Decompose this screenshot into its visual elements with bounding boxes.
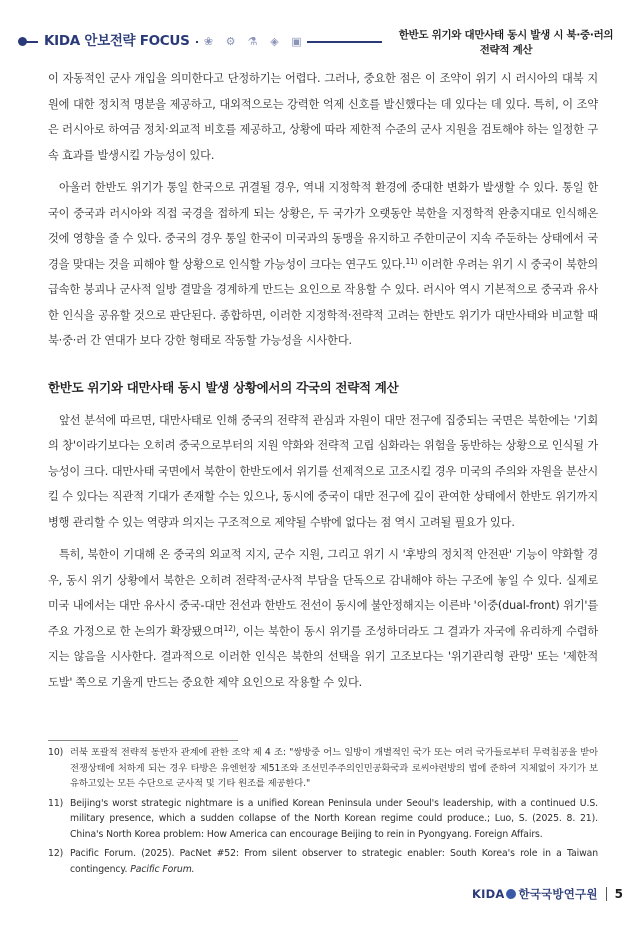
running-title <box>382 28 630 58</box>
footnote-number: 10) <box>48 747 64 758</box>
footnote-10 <box>48 745 598 792</box>
footnote-text-main: Pacific Forum. (2025). PacNet #52: From silent observer to strategic enabler: South Korea's role in a Taiwan contingency. <box>70 848 598 875</box>
paragraph-2-part-a: 아울러 한반도 위기가 통일 한국으로 귀결될 경우, 역내 지정학적 환경에 중대한 변화가 발생할 수 있다. 통일 한국이 중국과 러시아와 직접 국경을 접하게 되는 상황은, 두 국가가 오랫동안 북한을 지정학적 완충지대로 인식해온 것에 영향을 줄 수 있다. 중국의 경우 통일 한국이 미국과의 동맹을 유지하고 주한미군이 지속 주둔하는 상태에서 국경을 맞대는 것을 피해야 할 상황으로 인식할 가능성이 크다는 연구도 있다. <box>48 181 598 271</box>
footnote-text: 러북 포괄적 전략적 동반자 관계에 관한 조약 제 4 조: "쌍방중 어느 일방이 개별적인 국가 또는 여러 국가들로부터 무력침공을 받아 전쟁상태에 처하게 되는 경우 타방은 유엔헌장 제51조와 조선민주주의인민공화국과 로씨야련방의 법에 준하여 지체없이 자기가 보유하고있는 모든 수단으로 군사적 및 기타 원조를 제공한다." <box>70 747 598 789</box>
paragraph-4-part-b: , 이는 북한이 동시 위기를 조성하더라도 그 결과가 자국에 유리하게 수렴하지는 않음을 시사한다. 결과적으로 이러한 인식은 북한의 선택을 위기 고조보다는 '위기관리형 관망' 또는 '제한적 도발' 쪽으로 기울게 만드는 중요한 제약 요인으로 작용할 수 있다. <box>48 624 599 689</box>
footnote-12 <box>48 846 598 877</box>
section-heading: 한반도 위기와 대만사태 동시 발생 상황에서의 각국의 전략적 계산 <box>48 379 399 395</box>
header-dot-left <box>18 37 27 46</box>
footnote-text: Beijing's worst strategic nightmare is a unified Korean Peninsula under Seoul's leadership, with a continued U.S. military presence, which a sudden collapse of the North Korean regime could produce.; Luo, S. (2025. 8. 21). China's North Korea problem: How America can encourage Beijing to rein in Pyongyang. Foreign Affairs. <box>70 797 598 840</box>
footer-divider <box>606 887 607 901</box>
kida-logo <box>472 886 598 902</box>
paragraph-4-part-a: 특히, 북한이 기대해 온 중국의 외교적 지지, 군수 지원, 그리고 위기 시 '후방의 정치적 안전판' 기능이 약화할 경우, 동시 위기 상황에서 북한은 오히려 전략적·군사적 부담을 단독으로 감내해야 하는 구조에 놓일 수 있다. 실제로 미국 내에서는 대만 유사시 중국-대만 전선과 한반도 전선이 동시에 불안정해지는 이른바 '이중(dual-front) 위기'를 주요 가정으로 한 논의가 확장됐으며 <box>48 548 598 638</box>
kida-emblem-icon <box>506 889 516 899</box>
brand-title: KIDA 안보전략 FOCUS <box>38 30 196 52</box>
footnote-11 <box>48 796 598 843</box>
cube-icon: ◈ <box>270 34 279 48</box>
footnotes <box>48 745 598 881</box>
main-content <box>48 66 598 695</box>
kida-logo-latin: KIDA <box>472 887 505 901</box>
paragraph-2-part-b: 이러한 우려는 위기 시 중국이 북한의 급속한 붕괴나 군사적 일방 결말을 경계하게 만드는 요인으로 작용할 수 있다. 러시아 역시 기본적으로 중국과 유사한 인식을 공유할 것으로 판단된다. 종합하면, 이러한 지정학적·전략적 고려는 한반도 위기가 대만사태와 비교할 때 북·중·러 간 연대가 보다 강한 형태로 작동할 가능성을 시사한다. <box>48 257 599 347</box>
footnote-text <box>70 846 598 877</box>
footnote-number: 11) <box>48 797 64 809</box>
paragraph-4 <box>48 542 598 695</box>
kida-logo-korean: 한국국방연구원 <box>518 887 598 901</box>
page-header <box>0 0 643 70</box>
running-title-line2: 전략적 계산 <box>479 44 533 56</box>
footnote-rule <box>48 740 238 741</box>
paragraph-2 <box>48 175 598 354</box>
page-number: 5 <box>614 887 623 901</box>
footnote-ref-12: 12) <box>223 623 236 633</box>
flask-icon: ⚗ <box>247 34 258 48</box>
footnote-publisher: Pacific Forum. <box>130 863 195 875</box>
paragraph-3: 앞선 분석에 따르면, 대만사태로 인해 중국의 전략적 관심과 자원이 대만 전구에 집중되는 국면은 북한에는 '기회의 창'이라기보다는 오히려 중국으로부터의 지원 약화와 전략적 고립 심화라는 위험을 동반하는 상황으로 인식될 가능성이 크다. 대만사태 국면에서 북한이 한반도에서 위기를 선제적으로 고조시킬 경우 미국의 주의와 자원을 분산시킬 수 있다는 직관적 기대가 존재할 수는 있으나, 동시에 중국이 대만 전구에 깊이 관여한 상태에서 한반도 위기까지 병행 관리할 수 있는 역량과 의지는 구조적으로 제약될 수밖에 없다는 점 역시 고려될 필요가 있다. <box>48 413 598 529</box>
brain-icon: ❀ <box>203 34 214 48</box>
paragraph-1: 이 자동적인 군사 개입을 의미한다고 단정하기는 어렵다. 그러나, 중요한 점은 이 조약이 위기 시 러시아의 대북 지원에 대한 정치적 명분을 제공하고, 대외적으로는 강력한 억제 신호를 발신했다는 데 있다는 데 있다. 특히, 이 조약은 러시아로 하여금 정치·외교적 비호를 제공하고, 상황에 따라 제한적 수준의 군사 지원을 검토해야 하는 일정한 구속 효과를 발생시킬 가능성이 있다. <box>48 72 598 162</box>
page-footer <box>472 883 623 905</box>
footnote-ref-11: 11) <box>405 256 418 266</box>
header-icons <box>198 30 307 52</box>
running-title-line1: 한반도 위기와 대만사태 동시 발생 시 북·중·러의 <box>398 29 614 41</box>
footnote-number: 12) <box>48 848 64 859</box>
gear-icon: ⚙ <box>225 34 236 48</box>
monitor-icon: ▣ <box>291 34 302 48</box>
